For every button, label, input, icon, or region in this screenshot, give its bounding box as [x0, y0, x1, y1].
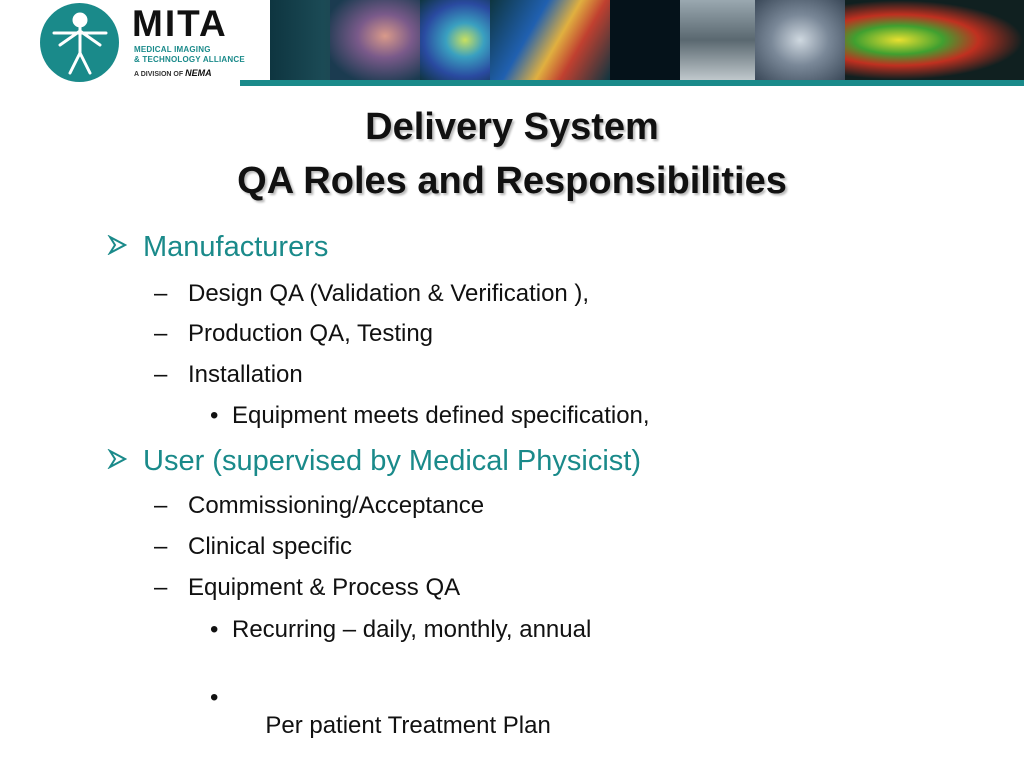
logo-subtitle-line2: & TECHNOLOGY ALLIANCE — [134, 55, 245, 64]
list-item: – Design QA (Validation & Verification ), — [154, 280, 590, 307]
logo-division-text: A DIVISION OF — [134, 71, 184, 78]
list-item: – Production QA, Testing — [154, 320, 434, 347]
list-item: – Commissioning/Acceptance — [154, 492, 485, 519]
list-item: – Equipment & Process QA — [154, 574, 461, 601]
list-subitem: • Recurring – daily, monthly, annual — [210, 616, 592, 643]
logo-name: MITA — [132, 3, 228, 44]
list-item: – Installation — [154, 361, 303, 388]
logo-subtitle-line1: MEDICAL IMAGING — [134, 45, 211, 54]
list-subitem: • Per patient Treatment Plan — [210, 684, 551, 739]
section-heading: User (supervised by Medical Physicist) — [143, 445, 641, 478]
section-heading: Manufacturers — [143, 231, 328, 264]
title-line1: Delivery System — [365, 106, 659, 148]
title-line2: QA Roles and Responsibilities — [237, 160, 787, 202]
list-subitem: • Equipment meets defined specification, — [210, 402, 650, 429]
arrow-bullet-icon — [107, 449, 127, 469]
arrow-bullet-icon — [107, 235, 127, 255]
list-item: – Clinical specific — [154, 533, 353, 560]
nema-logo: NEMA — [185, 68, 212, 78]
